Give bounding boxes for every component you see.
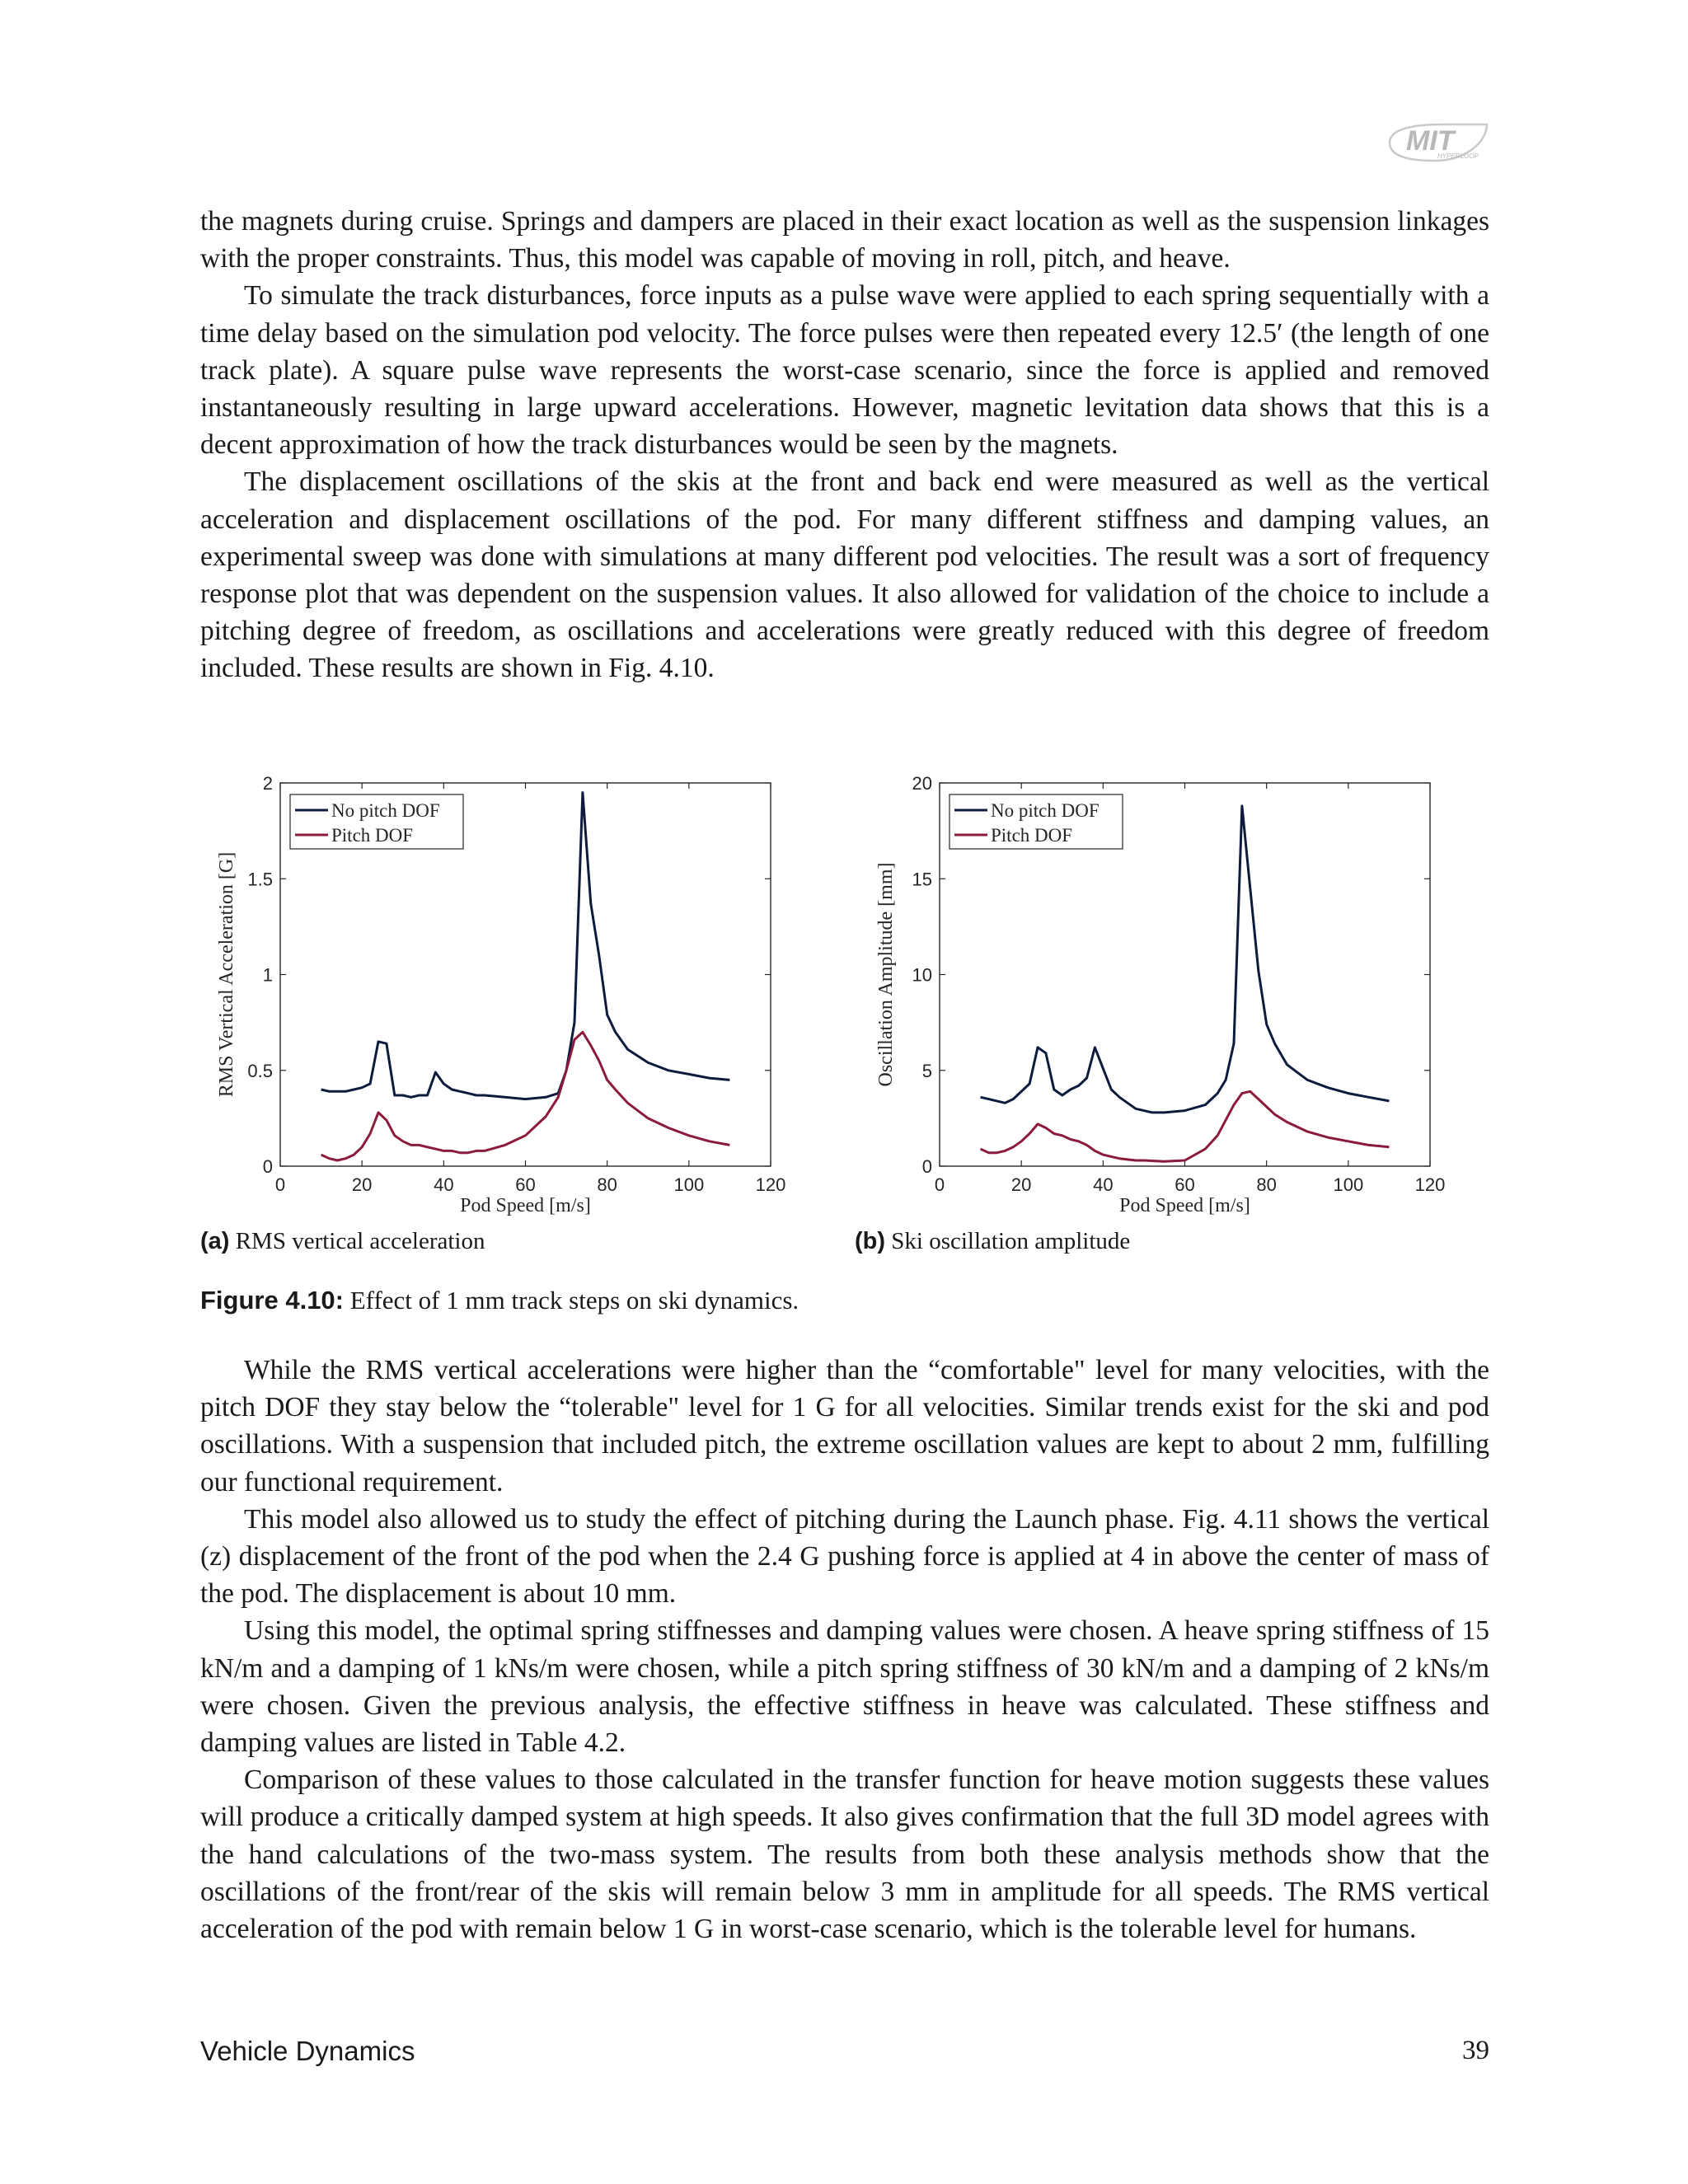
y-axis-label: RMS Vertical Acceleration [G]: [216, 851, 237, 1098]
subcaption-a: [200, 1228, 485, 1255]
subcaption-a-label: (a): [200, 1228, 230, 1254]
subcaption-a-text: RMS vertical acceleration: [235, 1228, 485, 1254]
logo-subtext: HYPERLOOP: [1437, 152, 1479, 160]
chart-a: [206, 758, 799, 1223]
y-tick-label: 1: [262, 964, 273, 986]
y-tick-label: 20: [912, 773, 932, 794]
figure-caption-label: Figure 4.10:: [200, 1286, 344, 1315]
paragraph: The displacement oscillations of the skis at the front and back end were measured as well as the vertical acceleration and displacement oscillations of the pod. For many different stiffness and damping values, an experimental sweep was done with simulations at many different pod velocities. The result was a sort of frequency response plot that was dependent on the suspension values. It also allowed for validation of the choice to include a pitching degree of freedom, as oscillations and accelerations were greatly reduced with this degree of freedom included. These results are shown in Fig. 4.10.: [200, 466, 1489, 684]
y-tick-label: 1.5: [247, 869, 273, 890]
mit-hyperloop-logo: [1385, 120, 1492, 167]
y-tick-label: 0.5: [247, 1060, 273, 1081]
legend-label: No pitch DOF: [991, 800, 1100, 821]
figure-caption-text: Effect of 1 mm track steps on ski dynamics.: [349, 1286, 799, 1315]
subcaption-b-text: Ski oscillation amplitude: [891, 1228, 1131, 1254]
x-tick-label: 80: [1256, 1174, 1277, 1195]
x-tick-label: 80: [597, 1174, 617, 1195]
x-tick-label: 0: [274, 1174, 286, 1195]
x-tick-label: 0: [934, 1174, 945, 1195]
paragraph: the magnets during cruise. Springs and dampers are placed in their exact location as well as the suspension linkages with the proper constraints. Thus, this model was capable of moving in roll, pitch, and heave.: [200, 206, 1489, 274]
page-number: 39: [1462, 2036, 1489, 2065]
paragraph: This model also allowed us to study the effect of pitching during the Launch phase. Fig. 4.11 shows the vertical (z) displacement of the front of the pod when the 2.4 G pushing force is applied at 4 in above the center of mass of the pod. The displacement is about 10 mm.: [200, 1503, 1489, 1610]
figure-caption: [200, 1286, 799, 1315]
x-tick-label: 60: [515, 1174, 536, 1195]
x-axis-label: Pod Speed [m/s]: [460, 1195, 591, 1216]
legend-label: Pitch DOF: [331, 825, 414, 846]
y-tick-label: 0: [921, 1156, 932, 1177]
x-tick-label: 40: [434, 1174, 454, 1195]
y-tick-label: 10: [912, 964, 932, 986]
paragraph: To simulate the track disturbances, force inputs as a pulse wave were applied to each spring sequentially with a time delay based on the simulation pod velocity. The force pulses were then repeated every 12.5′ (the length of one track plate). A square pulse wave represents the worst-case scenario, since the force is applied and removed instantaneously resulting in large upward accelerations. However, magnetic levitation data shows that this is a decent approximation of how the track disturbances would be seen by the magnets.: [200, 280, 1489, 461]
footer-section-title: Vehicle Dynamics: [200, 2036, 415, 2066]
y-tick-label: 5: [921, 1060, 932, 1081]
y-axis-label: Oscillation Amplitude [mm]: [875, 862, 897, 1087]
top-text-block: [200, 203, 1489, 687]
x-tick-label: 20: [351, 1174, 373, 1195]
x-tick-label: 40: [1093, 1174, 1114, 1195]
x-tick-label: 60: [1175, 1174, 1195, 1195]
paragraph: While the RMS vertical accelerations were higher than the “comfortable" level for many velocities, with the pitch DOF they stay below the “tolerable" level for 1 G for all velocities. Similar trends exist for the ski and pod oscillations. With a suspension that included pitch, the extreme oscillation values are kept to about 2 mm, fulfilling our functional requirement.: [200, 1355, 1489, 1497]
y-tick-label: 15: [912, 869, 932, 890]
paragraph: Using this model, the optimal spring stiffnesses and damping values were chosen. A heave spring stiffness of 15 kN/m and a damping of 1 kNs/m were chosen, while a pitch spring stiffness of 30 kN/m and a damping of 2 kNs/m were chosen. Given the previous analysis, the effective stiffness in heave was calculated. These stiffness and damping values are listed in Table 4.2.: [200, 1615, 1489, 1759]
x-tick-label: 20: [1010, 1174, 1032, 1195]
subcaption-b-label: (b): [855, 1228, 886, 1254]
legend-label: Pitch DOF: [991, 825, 1073, 846]
legend-label: No pitch DOF: [331, 800, 440, 821]
y-tick-label: 0: [262, 1156, 273, 1177]
x-tick-label: 100: [673, 1174, 705, 1195]
x-tick-label: 100: [1333, 1174, 1364, 1195]
logo-text: MIT: [1406, 125, 1455, 157]
x-tick-label: 120: [755, 1174, 786, 1195]
x-axis-label: Pod Speed [m/s]: [1119, 1195, 1250, 1216]
paragraph: Comparison of these values to those calculated in the transfer function for heave motion suggests these values will produce a critically damped system at high speeds. It also gives confirmation that the full 3D model agrees with the hand calculations of the two-mass system. The results from both these analysis methods show that the oscillations of the front/rear of the skis will remain below 3 mm in amplitude for all speeds. The RMS vertical acceleration of the pod with remain below 1 G in worst-case scenario, which is the tolerable level for humans.: [200, 1765, 1489, 1945]
y-tick-label: 2: [262, 773, 273, 794]
x-tick-label: 120: [1414, 1174, 1446, 1195]
subcaption-b: [855, 1228, 1130, 1255]
bottom-text-block: [200, 1352, 1489, 1947]
chart-b: [865, 758, 1459, 1223]
